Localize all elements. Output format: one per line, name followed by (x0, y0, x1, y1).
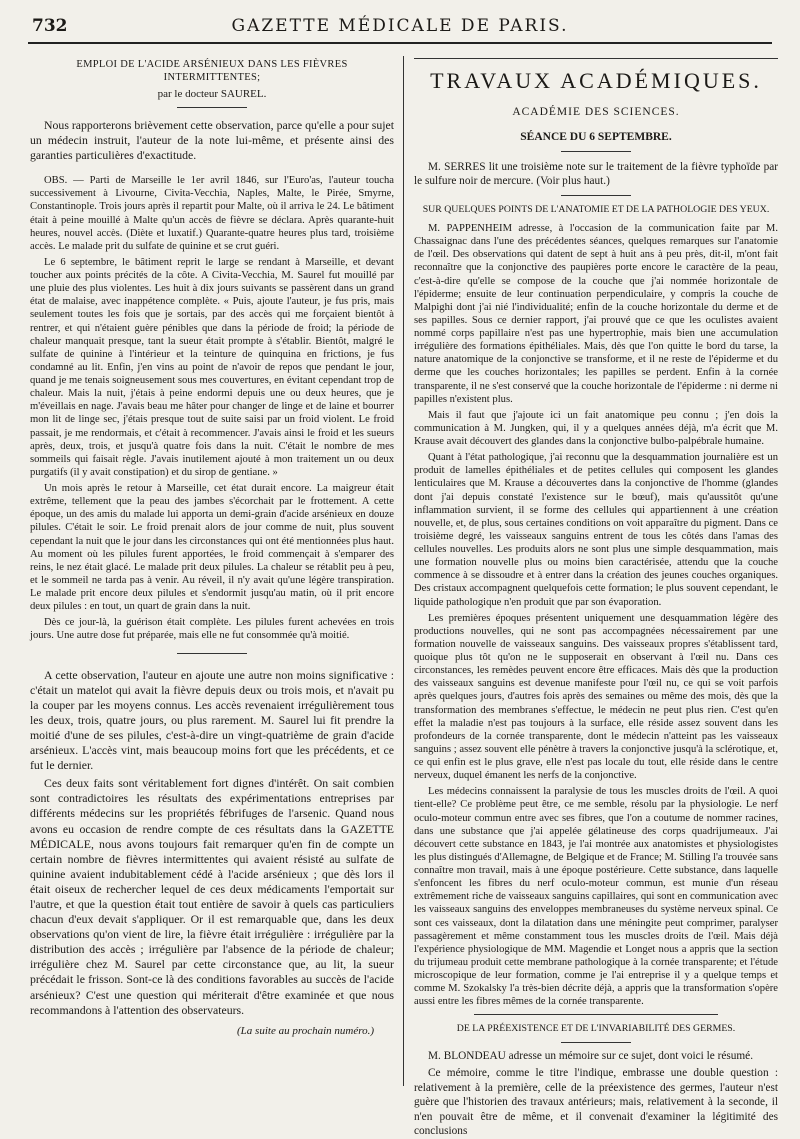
eye-section-heading: SUR QUELQUES POINTS DE L'ANATOMIE ET DE LA PATHOLOGIE DES YEUX. (422, 203, 770, 215)
germs-section-heading: DE LA PRÉEXISTENCE ET DE L'INVARIABILITÉ DES GERMES. (456, 1023, 736, 1035)
heading-rule (177, 107, 247, 108)
section-rule (177, 653, 247, 654)
germs-heading-rule (561, 1042, 631, 1043)
top-rule (414, 58, 778, 59)
eye-paragraph: Les médecins connaissent la paralysie de tous les muscles droits de l'œil. A quoi tient-elle? Ce problème peut être, ce me semble, résolu par la physiologie. Le nerf oculo-moteur commun entre avec ses fibres, que l'on a coutume de nommer racines, dans une substance que j'ai appelée gélatineuse des corps quadrijumeaux. J'ai découvert cette substance en 1843, je l'ai montrée aux anatomistes et physiologistes les plus distingués d'Allemagne, de Belgique et de France; M. Stilling l'a trouvée sans connaître mon travail, mais à une époque postérieure. Cette substance, dans laquelle s'enfoncent les fibres du nerf oculo-moteur commun, est munie d'un réseau extrêmement riche de vaisseaux sanguins capillaires, qui sont en communication avec les vaisseaux sanguins des enveloppes membraneuses du système nerveux spinal. Ce sont ces vaisseaux, dont la dilatation dans une méningite peut comprimer, paralyser passagèrement et même constamment tous les muscles droits de l'œil. Mais déjà l'expérience physiologique de MM. Magendie et Longet nous a appris que la section du trijumeau produit cette membrane pathologique à la cornée transparente; et l'étude microscopique de leur formation, comme je l'ai entreprise il y a quelque temps et comme M. Szokalsky l'a très-bien décrite déjà, a appris que la transformation s'opère aussi entre les fibres mêmes de la cornée transparente. (414, 786, 778, 1008)
eye-paragraph: Les premières époques présentent uniquement une desquammation légère des productions nouvelles, qui ne sont pas accompagnées nécessairement par une formation nouvelle de vaisseaux sanguins. Des vaisseaux propres s'établissent tard, quoique plus tôt qu'on ne le supposerait en observant à l'œil nu. Dans ces circonstances, les remèdes peuvent encore être efficaces. Mais dès que la production des vaisseaux sanguins est devenue manifeste pour l'œil nu, ce qui se voit parfois après quelques jours, d'autres fois après des semaines ou même des mois, dès que la transformation des membranes s'effectue, le médecin ne peut plus rien. C'est qu'en effet la maladie n'est pas toujours à la surface, elle réside assez souvent dans les profondeurs de la cornée transparente, dont le médecin n'atteint pas les vaisseaux sanguins ; assez souvent elle pénètre à travers la conjonctive jusqu'à la sclérotique, et, ce qui enfin est le plus grave, elle n'est pas locale du tout, elle réside dans le centre nerveux, duquel émanent les nerfs de la conjonctive. (414, 612, 778, 782)
header-rule (28, 42, 772, 44)
article-byline: par le docteur SAUREL. (157, 87, 267, 100)
session-date: SÉANCE DU 6 SEPTEMBRE. (520, 130, 672, 143)
right-column (414, 58, 778, 1138)
germs-rule (474, 1014, 718, 1015)
germs-paragraph: Ce mémoire, comme le titre l'indique, embrasse une double question : relativement à la première, celle de la préexistence des germes, l'auteur n'est guère que l'historien des travaux antérieurs; mais, relativement à la seconde, il n'en pouvait être de même, et il convenait d'examiner la légitimité des conclusions (414, 1067, 778, 1138)
observation-paragraph: Un mois après le retour à Marseille, cet état durait encore. La maigreur était extrême, tellement que la peau des jambes s'écorchait par le frottement. A cette époque, un des amis du malade lui apporta un demi-grain d'acide arsénieux en douze pilules. C'était le soir. Le froid prenait alors de jour comme de nuit, plus souvent cependant la nuit que le jour dans les circonstances qui ont été mentionnées plus haut. Au moment où les pilules furent apportées, le froid commençait à s'emparer des reins, le nez était glacé. Le malade prit deux pilules. La chaleur se rétablit peu à peu, et le sommeil ne tarda pas à venir. Au réveil, il n'y avait qu'une légère transpiration. Le malade prit encore deux pilules et s'endormit jusqu'au matin, où il prit encore deux pilules : en tout, un quart de grain dans la nuit. (30, 483, 394, 613)
observation-paragraph: Le 6 septembre, le bâtiment reprit le large se rendant à Marseille, et devant toucher aux points précités de la côte. A Civita-Vecchia, M. Saurel fut mouillé par une pluie des plus violentes. Les huit à dix jours suivants se passèrent dans un grand état de malaise, avec inappétence complète. « Puis, ajoute l'auteur, je fus pris, mais seulement toutes les fois que je sortais, par des accès qui me forçaient bientôt à rentrer, et qui n'étaient guère pénibles que dans la période de froid; la période de chaleur manquait presque, tant la sueur était prompte à s'établir. Bientôt, malgré le sulfate de quinine à l'intérieur et la teinture de quinquina en frictions, je fus condamné au lit. Enfin, j'en vins au point de n'avoir de repos que pendant le jour, quand je me tenais soigneusement sous mes couvertures, en évitant cependant trop de chaleur. Mais la nuit, j'étais à peine endormi depuis une ou deux heures, que je m'éveillais en nage. J'avais beau me hâter pour changer de linge et de laine et bourrer mon lit de linge sec, j'étais presque tout de suite saisi par un froid violent. Le froid passait, je me rendormais, et c'était à recommencer. J'avais ainsi le froid et les sueurs après, deux, trois, et jusqu'à quatre fois dans la nuit. C'était le nombre de mes sommeils qui faisait règle. J'avais inutilement ajouté à mon traitement un ou deux purgatifs (il y avait constipation) et du sirop de gentiane. » (30, 256, 394, 478)
eye-paragraph: M. PAPPENHEIM adresse, à l'occasion de la communication faite par M. Chassaignac dans l'une des précédentes séances, quelques remarques sur l'anatomie de l'œil. Des observations qui datent de sept à huit ans à peu près, dit-il, m'ont fait reconnaître que la conjonctive des paupières porte encore le caractère de la peau, c'est-à-dire qu'elle se compose de la couche que j'ai nommée horizontale de l'épiderme; ensuite de leur continuation perpendiculaire, y compris la couche de Malpighi dont j'ai nié l'individualité; enfin de la couche horizontale du derme et de ses papilles. Sous ce dernier rapport, j'ai prouvé que ce que les oculistes avaient nommé corps papillaire n'est pas une hypertrophie, mais bien une accumulation irrégulière des formations épithéliales. Mais, dès que l'on quitte le bord du tarse, la nature anatomique de la conjonctive se transforme, et il ne reste de l'épiderme et du derme que les couches horizontales; les papilles se perdent. Enfin à la cornée transparente, il ne s'est conservé que la couche horizontale de l'épiderme : ni derme ni papilles n'existent plus. (414, 223, 778, 405)
page-number: 732 (32, 16, 68, 36)
observation-paragraph: OBS. — Parti de Marseille le 1er avril 1846, sur l'Euro'as, l'auteur toucha successivement à Livourne, Civita-Vecchia, Naples, Malte, le Pirée, Smyrne, Constantinople. Trois jours après il repartit pour Malte, où il arriva le 24. Le bâtiment était à peine mouillé à Malte qu'un accès de fièvre se déclara. Après quarante-huit heures, nouvel accès. (Diète et luxatif.) Quarante-quatre heures plus tard, troisième accès. Le malade prit du sulfate de quinine et se crut guéri. (30, 175, 394, 252)
page-header (24, 14, 776, 42)
session-rule (561, 151, 631, 152)
academy-name: ACADÉMIE DES SCIENCES. (512, 106, 680, 119)
left-column (30, 58, 394, 1058)
eye-paragraph: Quant à l'état pathologique, j'ai reconnu que la desquammation journalière est un produit de lamelles épithéliales et de petites cellules qui composent les glandes lenticulaires que M. Krause a découvertes dans la conjonctive de l'homme (glandes dont j'ai depuis constaté l'existence sur le bœuf), mais qu'aussitôt qu'une inflammation survient, il se forme des cellules qui appartiennent à une création nouvelle, et, de plus, sous certaines conditions on voit apparaître du pigment. Dans ce troisième degré, les vaisseaux sanguins entrent de tous les côtés dans l'amas des cellules nouvelles. Les produits alors ne sont plus une simple desquammation, mais une formation nouvelle plus ou moins bien caractérisée, attendu que la couche commence à se dissoudre et à entrer dans la création des jeunes couches organiques. Des cristaux accompagnent quelquefois cette formation; le plus souvent cependant, le liquide pathologique n'en produit que par son évaporation. (414, 452, 778, 608)
column-divider (403, 56, 404, 1086)
commentary-paragraph: Ces deux faits sont véritablement fort dignes d'intérêt. On sait combien sont contradictoires les résultats des expérimentations entreprises par différents médecins sur les propriétés fébrifuges de l'arsenic. Quand nous avons eu occasion de rendre compte de ces résultats dans la GAZETTE MÉDICALE, nous avons toujours fait remarquer qu'en fin de compte un certain nombre de fièvres intermittentes qui avaient résisté au sulfate de quinine avaient indubitablement cédé à l'acide arsénieux ; que dès lors il était oiseux de rechercher lequel de ces deux médicaments l'emportait sur l'autre, et que la question était tout entière de savoir à quels cas particuliers chacun d'eux devait s'appliquer. Or il est remarquable que, dans les deux observations qu'on vient de lire, la fièvre était irrégulière : irrégulière par la distribution des accès ; irrégulière par l'absence de la période de chaleur; irrégulière chez M. Saurel par cette circonstance que, au lit, la sueur précédait le frisson. Sont-ce là des conditions favorables au succès de l'acide arsénieux? C'est une question qui mériterait d'être examinée et que nous recommandons à l'attention des observateurs. (30, 776, 394, 1017)
article-heading: EMPLOI DE L'ACIDE ARSÉNIEUX DANS LES FIÈVRES INTERMITTENTES; (76, 59, 348, 84)
section-title: TRAVAUX ACADÉMIQUES. (430, 68, 762, 93)
commentary-paragraph: A cette observation, l'auteur en ajoute une autre non moins significative : c'était un matelot qui avait la fièvre depuis deux ou trois mois, et n'avait pu la couper par les moyens connus. Les accès revenaient irrégulièrement tous les deux, trois, quatre jours, ou plus rarement. M. Saurel lui fit prendre la moitié d'une de ses pilules, c'est-à-dire un vingt-quatrième de grain d'acide arsénieux. L'accès vint, mais beaucoup moins fort que les précédents, et ce fut le dernier. (30, 667, 394, 773)
observation-paragraph: Dès ce jour-là, la guérison était complète. Les pilules furent achevées en trois jours. Une autre dose fut préparée, mais elle ne fut consommée qu'à moitié. (30, 617, 394, 642)
continuation-note: (La suite au prochain numéro.) (237, 1024, 374, 1037)
journal-name: GAZETTE MÉDICALE DE PARIS. (231, 16, 569, 36)
article-intro: Nous rapporterons brièvement cette observation, parce qu'elle a pour sujet un médecin instruit, l'auteur de la note lui-même, et présente ainsi des garanties particulières d'exactitude. (30, 117, 395, 163)
eye-paragraph: Mais il faut que j'ajoute ici un fait anatomique peu connu ; j'en dois la communication à M. Jungken, qui, il y a quelques années déjà, m'a écrit que M. Krause avait découvert des glandes dans la conjonctive bulbo-palpébrale humaine. (414, 409, 778, 448)
germs-paragraph: M. BLONDEAU adresse un mémoire sur ce sujet, dont voici le résumé. (428, 1049, 754, 1062)
serres-note: M. SERRES lit une troisième note sur le traitement de la fièvre typhoïde par le sulfure noir de mercure. (Voir plus haut.) (414, 160, 778, 188)
subsection-rule (561, 195, 631, 196)
